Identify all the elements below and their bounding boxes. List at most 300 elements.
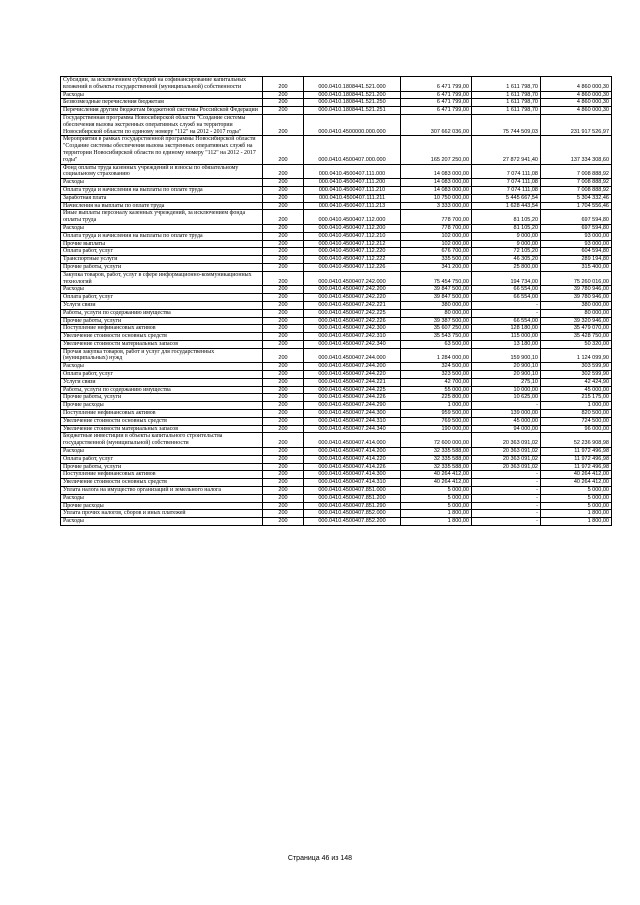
table-row <box>61 77 612 92</box>
row-approved-amount: 35 607 250,00 <box>401 325 472 333</box>
row-approved-amount: 778 700,00 <box>401 224 472 232</box>
row-budget-code: 000.0410.4500407.112.200 <box>304 224 401 232</box>
row-budget-code: 000.0410.4500407.242.340 <box>304 340 401 348</box>
table-row <box>61 179 612 187</box>
row-budget-code: 000.0410.4500407.851.000 <box>304 487 401 495</box>
row-approved-amount: 335 500,00 <box>401 256 472 264</box>
row-line-code: 200 <box>263 186 304 194</box>
row-remaining-amount: 215 175,00 <box>541 394 612 402</box>
table-row <box>61 107 612 115</box>
row-line-code: 200 <box>263 348 304 363</box>
row-description: Увеличение стоимости основных средств <box>61 417 263 425</box>
budget-table <box>60 76 612 526</box>
table-row <box>61 325 612 333</box>
row-remaining-amount: 93 000,00 <box>541 240 612 248</box>
row-description: Оплата труда и начисления на выплаты по оплате труда <box>61 232 263 240</box>
row-description: Прочие расходы <box>61 402 263 410</box>
row-description: Прочая закупка товаров, работ и услуг для государственных (муниципальных) нужд <box>61 348 263 363</box>
row-line-code: 200 <box>263 425 304 433</box>
row-budget-code: 000.0410.4500407.112.226 <box>304 263 401 271</box>
row-description: Прочие работы, услуги <box>61 263 263 271</box>
table-row <box>61 425 612 433</box>
table-row <box>61 402 612 410</box>
row-executed-amount: 5 445 667,54 <box>472 194 541 202</box>
row-line-code: 200 <box>263 510 304 518</box>
row-description: Прочие расходы <box>61 502 263 510</box>
row-description: Заработная плата <box>61 194 263 202</box>
row-remaining-amount: 42 424,90 <box>541 378 612 386</box>
row-budget-code: 000.0410.4500407.242.225 <box>304 309 401 317</box>
row-executed-amount: 1 611 798,70 <box>472 77 541 92</box>
row-executed-amount: 275,10 <box>472 378 541 386</box>
row-budget-code: 000.0410.1808441.521.250 <box>304 99 401 107</box>
row-line-code: 200 <box>263 433 304 448</box>
row-description: Оплата работ, услуг <box>61 455 263 463</box>
row-approved-amount: 6 471 799,00 <box>401 77 472 92</box>
row-remaining-amount: 75 260 016,00 <box>541 271 612 286</box>
row-executed-amount: 66 554,00 <box>472 294 541 302</box>
row-description: Уплата прочих налогов, сборов и иных платежей <box>61 510 263 518</box>
row-line-code: 200 <box>263 378 304 386</box>
row-approved-amount: 32 335 588,00 <box>401 463 472 471</box>
row-line-code: 200 <box>263 333 304 341</box>
row-approved-amount: 380 000,00 <box>401 301 472 309</box>
row-line-code: 200 <box>263 317 304 325</box>
row-approved-amount: 75 454 750,00 <box>401 271 472 286</box>
row-executed-amount: 1 628 443,54 <box>472 202 541 210</box>
row-budget-code: 000.0410.4500407.112.220 <box>304 248 401 256</box>
row-approved-amount: 80 000,00 <box>401 309 472 317</box>
row-executed-amount: - <box>472 502 541 510</box>
row-budget-code: 000.0410.4500407.112.000 <box>304 210 401 225</box>
table-row <box>61 202 612 210</box>
row-remaining-amount: 50 320,00 <box>541 340 612 348</box>
row-description: Иные выплаты персоналу казенных учреждений, за исключением фонда оплаты труда <box>61 210 263 225</box>
row-remaining-amount: 231 917 526,97 <box>541 114 612 135</box>
row-executed-amount: 72 105,20 <box>472 248 541 256</box>
row-remaining-amount: 93 000,00 <box>541 232 612 240</box>
row-remaining-amount: 1 704 556,46 <box>541 202 612 210</box>
row-budget-code: 000.0410.4500407.414.200 <box>304 448 401 456</box>
row-remaining-amount: 1 800,00 <box>541 510 612 518</box>
row-budget-code: 000.0410.4500407.112.210 <box>304 232 401 240</box>
row-line-code: 200 <box>263 294 304 302</box>
table-row <box>61 210 612 225</box>
row-approved-amount: 14 083 000,00 <box>401 164 472 179</box>
table-row <box>61 99 612 107</box>
row-remaining-amount: 11 972 496,98 <box>541 455 612 463</box>
row-executed-amount: 139 000,00 <box>472 410 541 418</box>
table-row <box>61 232 612 240</box>
row-line-code: 200 <box>263 410 304 418</box>
table-row <box>61 487 612 495</box>
row-line-code: 200 <box>263 232 304 240</box>
row-executed-amount: 9 000,00 <box>472 232 541 240</box>
row-remaining-amount: 820 500,00 <box>541 410 612 418</box>
row-approved-amount: 10 750 000,00 <box>401 194 472 202</box>
row-remaining-amount: 35 479 070,00 <box>541 325 612 333</box>
row-executed-amount: 10 000,00 <box>472 386 541 394</box>
table-row <box>61 309 612 317</box>
row-remaining-amount: 5 000,00 <box>541 487 612 495</box>
row-approved-amount: 225 800,00 <box>401 394 472 402</box>
row-line-code: 200 <box>263 286 304 294</box>
row-line-code: 200 <box>263 271 304 286</box>
row-description: Бюджетные инвестиции в объекты капитального строительства государственной (муниципальной) собственности <box>61 433 263 448</box>
row-approved-amount: 6 471 799,00 <box>401 99 472 107</box>
row-description: Государственная программа Новосибирской области "Создание системы обеспечения вызова экстренных оперативных служб на территории Новосибирской области по единому номеру "112" на 2012 - 2017 годы" <box>61 114 263 135</box>
row-executed-amount: 1 611 798,70 <box>472 91 541 99</box>
row-budget-code: 000.0410.4500407.242.226 <box>304 317 401 325</box>
table-row <box>61 294 612 302</box>
row-executed-amount: - <box>472 494 541 502</box>
row-description: Поступление нефинансовых активов <box>61 410 263 418</box>
row-remaining-amount: 11 972 496,98 <box>541 448 612 456</box>
table-row <box>61 286 612 294</box>
row-budget-code: 000.0410.4500407.244.300 <box>304 410 401 418</box>
row-executed-amount: 20 363 091,02 <box>472 448 541 456</box>
row-executed-amount: 66 554,00 <box>472 317 541 325</box>
table-row <box>61 479 612 487</box>
row-remaining-amount: 303 599,90 <box>541 363 612 371</box>
row-budget-code: 000.0410.4500407.244.221 <box>304 378 401 386</box>
row-budget-code: 000.0410.4500000.000.000 <box>304 114 401 135</box>
row-remaining-amount: 11 972 496,98 <box>541 463 612 471</box>
row-executed-amount: 20 900,10 <box>472 363 541 371</box>
table-row <box>61 494 612 502</box>
row-remaining-amount: 1 000,00 <box>541 402 612 410</box>
row-line-code: 200 <box>263 107 304 115</box>
row-description: Транспортные услуги <box>61 256 263 264</box>
row-remaining-amount: 45 000,00 <box>541 386 612 394</box>
row-budget-code: 000.0410.4500407.111.211 <box>304 194 401 202</box>
row-budget-code: 000.0410.4500407.242.300 <box>304 325 401 333</box>
row-budget-code: 000.0410.4500407.111.200 <box>304 179 401 187</box>
row-budget-code: 000.0410.1808441.521.000 <box>304 77 401 92</box>
row-description: Увеличение стоимости основных средств <box>61 479 263 487</box>
row-approved-amount: 40 264 412,00 <box>401 479 472 487</box>
row-remaining-amount: 5 304 332,46 <box>541 194 612 202</box>
row-remaining-amount: 39 780 946,00 <box>541 294 612 302</box>
row-remaining-amount: 604 594,80 <box>541 248 612 256</box>
row-description: Прочие работы, услуги <box>61 463 263 471</box>
row-executed-amount: 7 074 111,08 <box>472 164 541 179</box>
row-executed-amount: 20 363 091,02 <box>472 433 541 448</box>
row-description: Оплата работ, услуг <box>61 371 263 379</box>
row-description: Расходы <box>61 448 263 456</box>
row-approved-amount: 39 387 500,00 <box>401 317 472 325</box>
row-line-code: 200 <box>263 77 304 92</box>
row-executed-amount: - <box>472 309 541 317</box>
row-description: Мероприятия в рамках государственной программы Новосибирской области "Создание системы обеспечения вызова экстренных оперативных служб на территории Новосибирской области по единому номеру "112" на 2012 - 2017 годы" <box>61 136 263 164</box>
row-line-code: 200 <box>263 479 304 487</box>
row-description: Расходы <box>61 518 263 526</box>
row-approved-amount: 72 600 000,00 <box>401 433 472 448</box>
page-number: Страница 46 из 148 <box>287 855 353 862</box>
row-line-code: 200 <box>263 463 304 471</box>
row-line-code: 200 <box>263 99 304 107</box>
budget-table-body <box>61 77 612 526</box>
table-row <box>61 386 612 394</box>
row-executed-amount: 20 900,10 <box>472 371 541 379</box>
row-executed-amount: 159 900,10 <box>472 348 541 363</box>
row-executed-amount: - <box>472 518 541 526</box>
row-line-code: 200 <box>263 210 304 225</box>
row-remaining-amount: 4 860 000,30 <box>541 77 612 92</box>
row-executed-amount: 1 611 798,70 <box>472 107 541 115</box>
table-row <box>61 417 612 425</box>
table-row <box>61 340 612 348</box>
row-line-code: 200 <box>263 448 304 456</box>
table-row <box>61 263 612 271</box>
row-line-code: 200 <box>263 502 304 510</box>
row-approved-amount: 55 000,00 <box>401 386 472 394</box>
row-line-code: 200 <box>263 386 304 394</box>
row-line-code: 200 <box>263 518 304 526</box>
row-executed-amount: 115 000,00 <box>472 333 541 341</box>
row-approved-amount: 165 207 250,00 <box>401 136 472 164</box>
row-budget-code: 000.0410.4500407.244.000 <box>304 348 401 363</box>
row-line-code: 200 <box>263 340 304 348</box>
row-budget-code: 000.0410.4500407.414.300 <box>304 471 401 479</box>
row-description: Прочие выплаты <box>61 240 263 248</box>
row-line-code: 200 <box>263 114 304 135</box>
row-approved-amount: 778 700,00 <box>401 210 472 225</box>
table-row <box>61 136 612 164</box>
row-line-code: 200 <box>263 194 304 202</box>
row-executed-amount: - <box>472 402 541 410</box>
row-line-code: 200 <box>263 164 304 179</box>
row-remaining-amount: 697 594,80 <box>541 224 612 232</box>
row-line-code: 200 <box>263 240 304 248</box>
table-row <box>61 224 612 232</box>
row-approved-amount: 6 471 799,00 <box>401 107 472 115</box>
table-row <box>61 463 612 471</box>
table-row <box>61 240 612 248</box>
row-executed-amount: 45 000,00 <box>472 417 541 425</box>
row-executed-amount: 20 363 091,02 <box>472 455 541 463</box>
row-approved-amount: 959 500,00 <box>401 410 472 418</box>
row-description: Увеличение стоимости материальных запасов <box>61 340 263 348</box>
table-row <box>61 394 612 402</box>
row-executed-amount: 75 744 509,03 <box>472 114 541 135</box>
row-budget-code: 000.0410.4500407.244.310 <box>304 417 401 425</box>
row-approved-amount: 14 083 000,00 <box>401 186 472 194</box>
row-budget-code: 000.0410.4500407.244.225 <box>304 386 401 394</box>
row-remaining-amount: 4 860 000,30 <box>541 107 612 115</box>
row-approved-amount: 324 500,00 <box>401 363 472 371</box>
row-budget-code: 000.0410.4500407.852.000 <box>304 510 401 518</box>
row-remaining-amount: 302 599,90 <box>541 371 612 379</box>
row-remaining-amount: 5 000,00 <box>541 494 612 502</box>
row-line-code: 200 <box>263 309 304 317</box>
row-budget-code: 000.0410.4500407.414.226 <box>304 463 401 471</box>
row-executed-amount: 46 305,20 <box>472 256 541 264</box>
row-remaining-amount: 1 124 099,90 <box>541 348 612 363</box>
row-line-code: 200 <box>263 136 304 164</box>
row-remaining-amount: 7 008 888,92 <box>541 186 612 194</box>
row-approved-amount: 39 847 500,00 <box>401 294 472 302</box>
row-line-code: 200 <box>263 455 304 463</box>
row-budget-code: 000.0410.4500407.112.212 <box>304 240 401 248</box>
table-row <box>61 348 612 363</box>
row-remaining-amount: 96 000,00 <box>541 425 612 433</box>
row-remaining-amount: 40 264 412,00 <box>541 479 612 487</box>
row-approved-amount: 341 200,00 <box>401 263 472 271</box>
row-budget-code: 000.0410.4500407.244.290 <box>304 402 401 410</box>
row-line-code: 200 <box>263 224 304 232</box>
row-budget-code: 000.0410.1808441.521.251 <box>304 107 401 115</box>
row-approved-amount: 1 800,00 <box>401 518 472 526</box>
row-executed-amount: 66 554,00 <box>472 286 541 294</box>
row-description: Безвозмездные перечисления бюджетам <box>61 99 263 107</box>
row-remaining-amount: 4 860 000,30 <box>541 91 612 99</box>
row-executed-amount: 194 734,00 <box>472 271 541 286</box>
table-row <box>61 471 612 479</box>
row-description: Работы, услуги по содержанию имущества <box>61 309 263 317</box>
row-executed-amount: 7 074 111,08 <box>472 186 541 194</box>
row-executed-amount: - <box>472 487 541 495</box>
row-remaining-amount: 724 500,00 <box>541 417 612 425</box>
row-description: Закупка товаров, работ, услуг в сфере информационно-коммуникационных технологий <box>61 271 263 286</box>
row-line-code: 200 <box>263 202 304 210</box>
table-row <box>61 371 612 379</box>
row-remaining-amount: 4 860 000,30 <box>541 99 612 107</box>
row-remaining-amount: 5 000,00 <box>541 502 612 510</box>
row-executed-amount: 1 611 798,70 <box>472 99 541 107</box>
row-description: Расходы <box>61 179 263 187</box>
row-description: Прочие работы, услуги <box>61 317 263 325</box>
row-remaining-amount: 315 400,00 <box>541 263 612 271</box>
row-executed-amount: 128 180,00 <box>472 325 541 333</box>
row-approved-amount: 676 700,00 <box>401 248 472 256</box>
row-line-code: 200 <box>263 494 304 502</box>
row-remaining-amount: 697 594,80 <box>541 210 612 225</box>
row-line-code: 200 <box>263 91 304 99</box>
row-budget-code: 000.0410.4500407.242.310 <box>304 333 401 341</box>
row-description: Расходы <box>61 286 263 294</box>
row-budget-code: 000.0410.4500407.244.226 <box>304 394 401 402</box>
row-line-code: 200 <box>263 417 304 425</box>
row-remaining-amount: 7 008 888,92 <box>541 179 612 187</box>
table-row <box>61 333 612 341</box>
table-row <box>61 378 612 386</box>
row-approved-amount: 40 264 412,00 <box>401 471 472 479</box>
table-row <box>61 510 612 518</box>
table-row <box>61 91 612 99</box>
row-executed-amount: - <box>472 510 541 518</box>
row-executed-amount: - <box>472 479 541 487</box>
row-executed-amount: 13 180,00 <box>472 340 541 348</box>
row-remaining-amount: 80 000,00 <box>541 309 612 317</box>
row-description: Увеличение стоимости основных средств <box>61 333 263 341</box>
table-row <box>61 455 612 463</box>
row-approved-amount: 32 335 588,00 <box>401 448 472 456</box>
row-description: Расходы <box>61 494 263 502</box>
row-executed-amount: 7 074 111,08 <box>472 179 541 187</box>
row-line-code: 200 <box>263 487 304 495</box>
row-approved-amount: 5 000,00 <box>401 494 472 502</box>
row-executed-amount: 10 625,00 <box>472 394 541 402</box>
row-approved-amount: 307 662 036,00 <box>401 114 472 135</box>
row-budget-code: 000.0410.4500407.414.000 <box>304 433 401 448</box>
row-line-code: 200 <box>263 471 304 479</box>
row-approved-amount: 1 800,00 <box>401 510 472 518</box>
row-description: Фонд оплаты труда казенных учреждений и взносы по обязательному социальному страхованию <box>61 164 263 179</box>
row-description: Услуги связи <box>61 378 263 386</box>
row-approved-amount: 39 847 500,00 <box>401 286 472 294</box>
row-description: Расходы <box>61 363 263 371</box>
row-approved-amount: 1 000,00 <box>401 402 472 410</box>
row-budget-code: 000.0410.4500407.244.340 <box>304 425 401 433</box>
row-description: Расходы <box>61 224 263 232</box>
row-approved-amount: 5 000,00 <box>401 502 472 510</box>
table-row <box>61 448 612 456</box>
table-row <box>61 248 612 256</box>
row-executed-amount: 25 800,00 <box>472 263 541 271</box>
row-remaining-amount: 40 264 412,00 <box>541 471 612 479</box>
table-row <box>61 410 612 418</box>
row-line-code: 200 <box>263 371 304 379</box>
table-row <box>61 164 612 179</box>
table-row <box>61 518 612 526</box>
row-description: Работы, услуги по содержанию имущества <box>61 386 263 394</box>
row-approved-amount: 323 500,00 <box>401 371 472 379</box>
row-budget-code: 000.0410.4500407.000.000 <box>304 136 401 164</box>
row-description: Расходы <box>61 91 263 99</box>
row-remaining-amount: 52 236 908,98 <box>541 433 612 448</box>
row-budget-code: 000.0410.4500407.852.200 <box>304 518 401 526</box>
row-line-code: 200 <box>263 179 304 187</box>
row-remaining-amount: 39 320 946,00 <box>541 317 612 325</box>
row-budget-code: 000.0410.4500407.414.220 <box>304 455 401 463</box>
row-executed-amount: - <box>472 471 541 479</box>
row-approved-amount: 1 284 000,00 <box>401 348 472 363</box>
row-budget-code: 000.0410.4500407.244.200 <box>304 363 401 371</box>
table-row <box>61 271 612 286</box>
row-approved-amount: 63 500,00 <box>401 340 472 348</box>
table-row <box>61 502 612 510</box>
row-description: Начисления на выплаты по оплате труда <box>61 202 263 210</box>
row-approved-amount: 190 000,00 <box>401 425 472 433</box>
row-line-code: 200 <box>263 325 304 333</box>
row-budget-code: 000.0410.4500407.244.220 <box>304 371 401 379</box>
row-budget-code: 000.0410.4500407.851.200 <box>304 494 401 502</box>
table-row <box>61 194 612 202</box>
row-executed-amount: 27 872 941,40 <box>472 136 541 164</box>
row-budget-code: 000.0410.4500407.414.310 <box>304 479 401 487</box>
row-budget-code: 000.0410.4500407.111.000 <box>304 164 401 179</box>
row-approved-amount: 42 700,00 <box>401 378 472 386</box>
row-remaining-amount: 380 000,00 <box>541 301 612 309</box>
row-description: Перечисления другим бюджетам бюджетной системы Российской Федерации <box>61 107 263 115</box>
row-line-code: 200 <box>263 248 304 256</box>
row-approved-amount: 32 335 588,00 <box>401 455 472 463</box>
row-approved-amount: 102 000,00 <box>401 232 472 240</box>
row-executed-amount: 81 105,20 <box>472 224 541 232</box>
row-description: Услуги связи <box>61 301 263 309</box>
row-budget-code: 000.0410.4500407.111.210 <box>304 186 401 194</box>
table-row <box>61 363 612 371</box>
row-remaining-amount: 35 428 750,00 <box>541 333 612 341</box>
row-budget-code: 000.0410.4500407.242.000 <box>304 271 401 286</box>
row-budget-code: 000.0410.1808441.521.200 <box>304 91 401 99</box>
row-executed-amount: 94 000,00 <box>472 425 541 433</box>
row-description: Оплата работ, услуг <box>61 294 263 302</box>
row-approved-amount: 3 333 000,00 <box>401 202 472 210</box>
row-remaining-amount: 137 334 308,60 <box>541 136 612 164</box>
table-row <box>61 186 612 194</box>
